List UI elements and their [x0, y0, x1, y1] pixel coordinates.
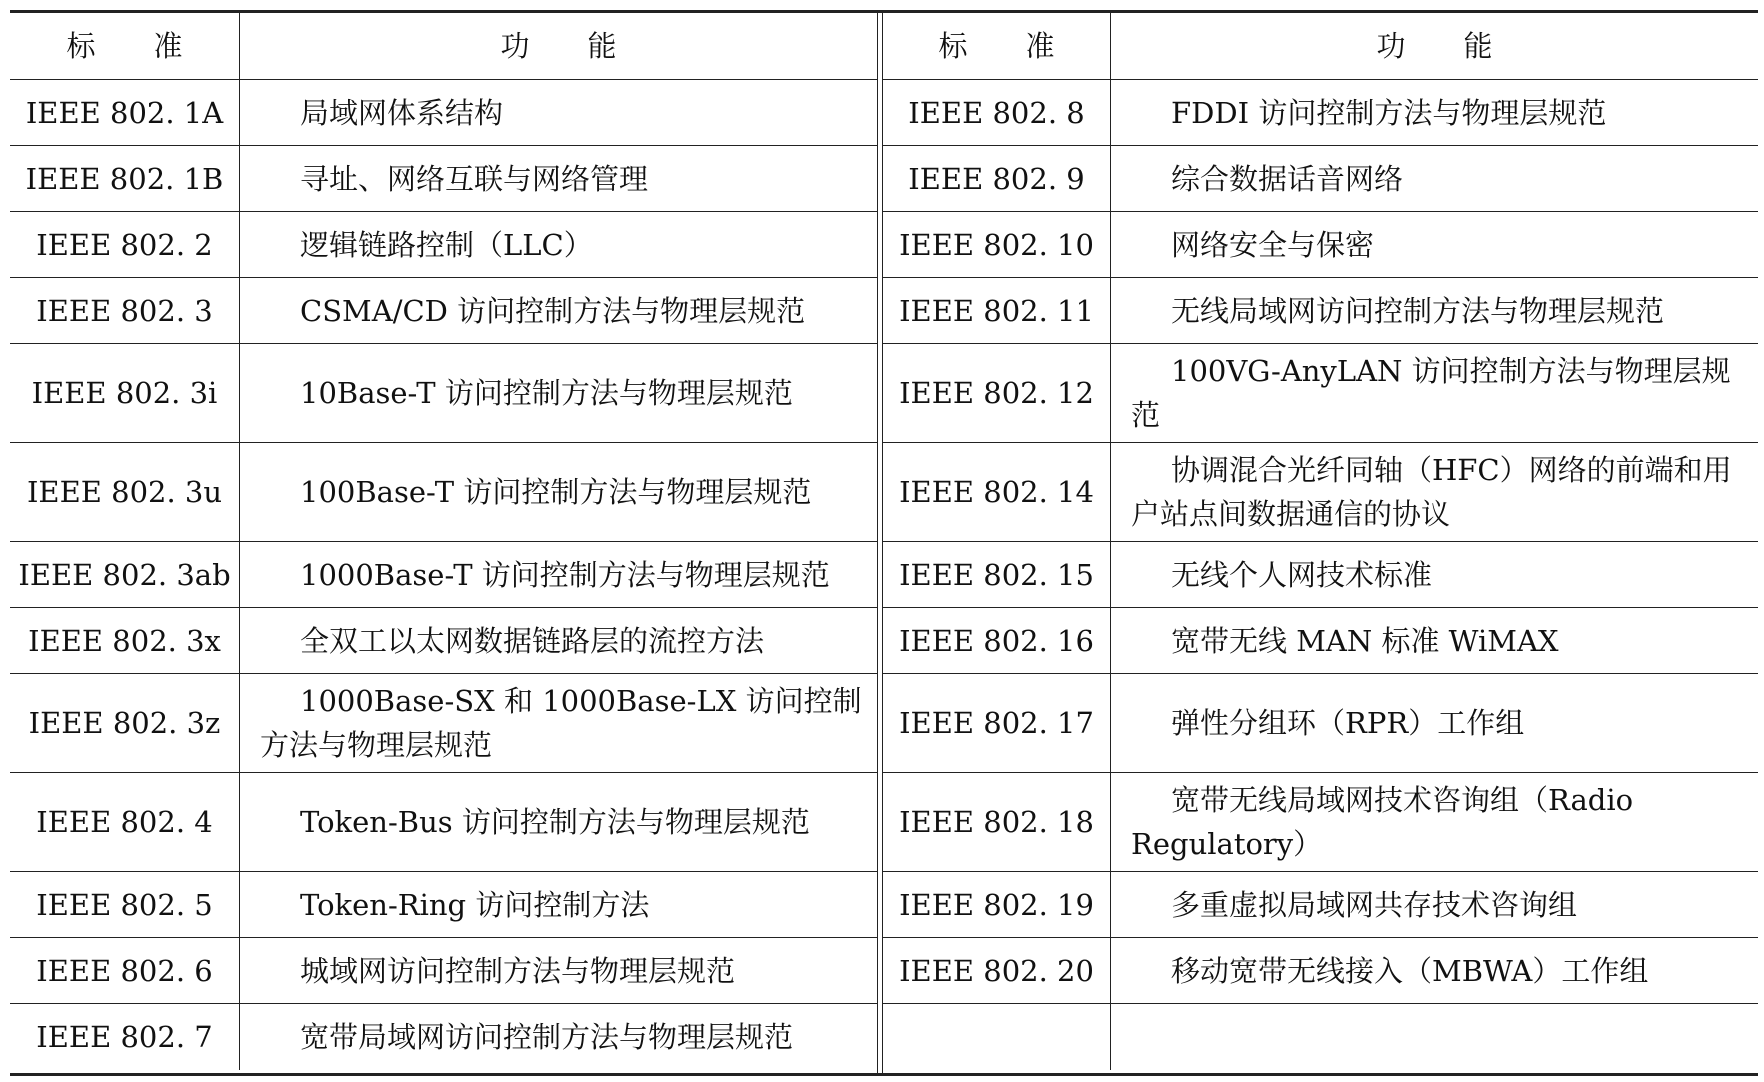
table-row	[883, 674, 1758, 773]
table-row	[10, 146, 877, 212]
table-row	[10, 344, 877, 443]
standard-cell: IEEE 802. 3z	[10, 674, 240, 772]
standard-cell: IEEE 802. 4	[10, 773, 240, 871]
table-row	[10, 278, 877, 344]
function-cell: 寻址、网络互联与网络管理	[300, 161, 649, 196]
function-cell: 移动宽带无线接入（MBWA）工作组	[1171, 953, 1649, 988]
standard-cell: IEEE 802. 9	[883, 146, 1111, 211]
standard-cell	[883, 1004, 1111, 1070]
function-cell: 1000Base-SX 和 1000Base-LX 访问控制方法与物理层规范	[260, 684, 862, 762]
function-cell: 逻辑链路控制（LLC）	[300, 227, 593, 262]
table-row	[883, 443, 1758, 542]
standard-cell: IEEE 802. 15	[883, 542, 1111, 607]
function-cell: 城域网访问控制方法与物理层规范	[300, 953, 736, 988]
table-row	[10, 872, 877, 938]
function-cell: 宽带无线局域网技术咨询组（Radio Regulatory）	[1131, 783, 1634, 861]
table-row	[883, 278, 1758, 344]
function-cell: 全双工以太网数据链路层的流控方法	[300, 623, 765, 658]
standard-cell: IEEE 802. 3	[10, 278, 240, 343]
function-cell: FDDI 访问控制方法与物理层规范	[1171, 95, 1607, 130]
table-row	[10, 443, 877, 542]
standard-cell: IEEE 802. 1A	[10, 80, 240, 145]
function-cell: 100VG-AnyLAN 访问控制方法与物理层规范	[1131, 354, 1731, 432]
table-row	[883, 344, 1758, 443]
table-row	[10, 212, 877, 278]
standard-cell: IEEE 802. 3u	[10, 443, 240, 541]
function-cell: 100Base-T 访问控制方法与物理层规范	[300, 475, 812, 509]
standard-cell: IEEE 802. 3x	[10, 608, 240, 673]
table-row	[10, 674, 877, 773]
table-right-half	[883, 13, 1758, 1073]
standard-cell: IEEE 802. 12	[883, 344, 1111, 442]
standard-cell: IEEE 802. 3ab	[10, 542, 240, 607]
standard-cell: IEEE 802. 10	[883, 212, 1111, 277]
standard-cell: IEEE 802. 5	[10, 872, 240, 937]
table-row	[883, 146, 1758, 212]
table-row	[883, 773, 1758, 872]
table-row	[883, 938, 1758, 1004]
function-cell: 协调混合光纤同轴（HFC）网络的前端和用户站点间数据通信的协议	[1131, 453, 1732, 531]
table-row	[883, 542, 1758, 608]
header-function: 功 能	[1376, 29, 1493, 63]
standard-cell: IEEE 802. 8	[883, 80, 1111, 145]
standard-cell: IEEE 802. 16	[883, 608, 1111, 673]
table-row	[10, 1004, 877, 1070]
table-header-row	[883, 13, 1758, 80]
function-cell: 宽带无线 MAN 标准 WiMAX	[1171, 623, 1559, 658]
standard-cell: IEEE 802. 1B	[10, 146, 240, 211]
table-row	[10, 608, 877, 674]
header-standard: 标 准	[10, 13, 240, 79]
function-cell: 网络安全与保密	[1171, 227, 1375, 262]
standard-cell: IEEE 802. 18	[883, 773, 1111, 871]
table-row	[883, 212, 1758, 278]
standard-cell: IEEE 802. 2	[10, 212, 240, 277]
standard-cell: IEEE 802. 14	[883, 443, 1111, 541]
table-row	[10, 542, 877, 608]
function-cell: 10Base-T 访问控制方法与物理层规范	[300, 376, 793, 410]
standard-cell: IEEE 802. 19	[883, 872, 1111, 937]
function-cell: 无线个人网技术标准	[1171, 557, 1433, 592]
table-row	[883, 80, 1758, 146]
function-cell: Token-Ring 访问控制方法	[300, 887, 650, 922]
header-function: 功 能	[500, 29, 617, 63]
table-row	[883, 872, 1758, 938]
ieee-802-standards-table	[10, 10, 1758, 1076]
function-cell	[1111, 1004, 1758, 1070]
table-row	[883, 1004, 1758, 1070]
function-cell: 局域网体系结构	[300, 95, 504, 130]
standard-cell: IEEE 802. 17	[883, 674, 1111, 772]
table-row	[10, 80, 877, 146]
table-row	[10, 773, 877, 872]
function-cell: Token-Bus 访问控制方法与物理层规范	[300, 805, 810, 839]
function-cell: 1000Base-T 访问控制方法与物理层规范	[300, 557, 830, 592]
standard-cell: IEEE 802. 7	[10, 1004, 240, 1070]
standard-cell: IEEE 802. 11	[883, 278, 1111, 343]
standard-cell: IEEE 802. 20	[883, 938, 1111, 1003]
standard-cell: IEEE 802. 6	[10, 938, 240, 1003]
function-cell: 无线局域网访问控制方法与物理层规范	[1171, 293, 1665, 328]
function-cell: 综合数据话音网络	[1171, 161, 1404, 196]
function-cell: CSMA/CD 访问控制方法与物理层规范	[300, 293, 806, 328]
table-header-row	[10, 13, 877, 80]
header-standard: 标 准	[883, 13, 1111, 79]
standard-cell: IEEE 802. 3i	[10, 344, 240, 442]
function-cell: 多重虚拟局域网共存技术咨询组	[1171, 887, 1578, 922]
table-left-half	[10, 13, 877, 1073]
table-row	[883, 608, 1758, 674]
function-cell: 弹性分组环（RPR）工作组	[1171, 706, 1525, 740]
function-cell: 宽带局域网访问控制方法与物理层规范	[300, 1020, 794, 1054]
table-row	[10, 938, 877, 1004]
